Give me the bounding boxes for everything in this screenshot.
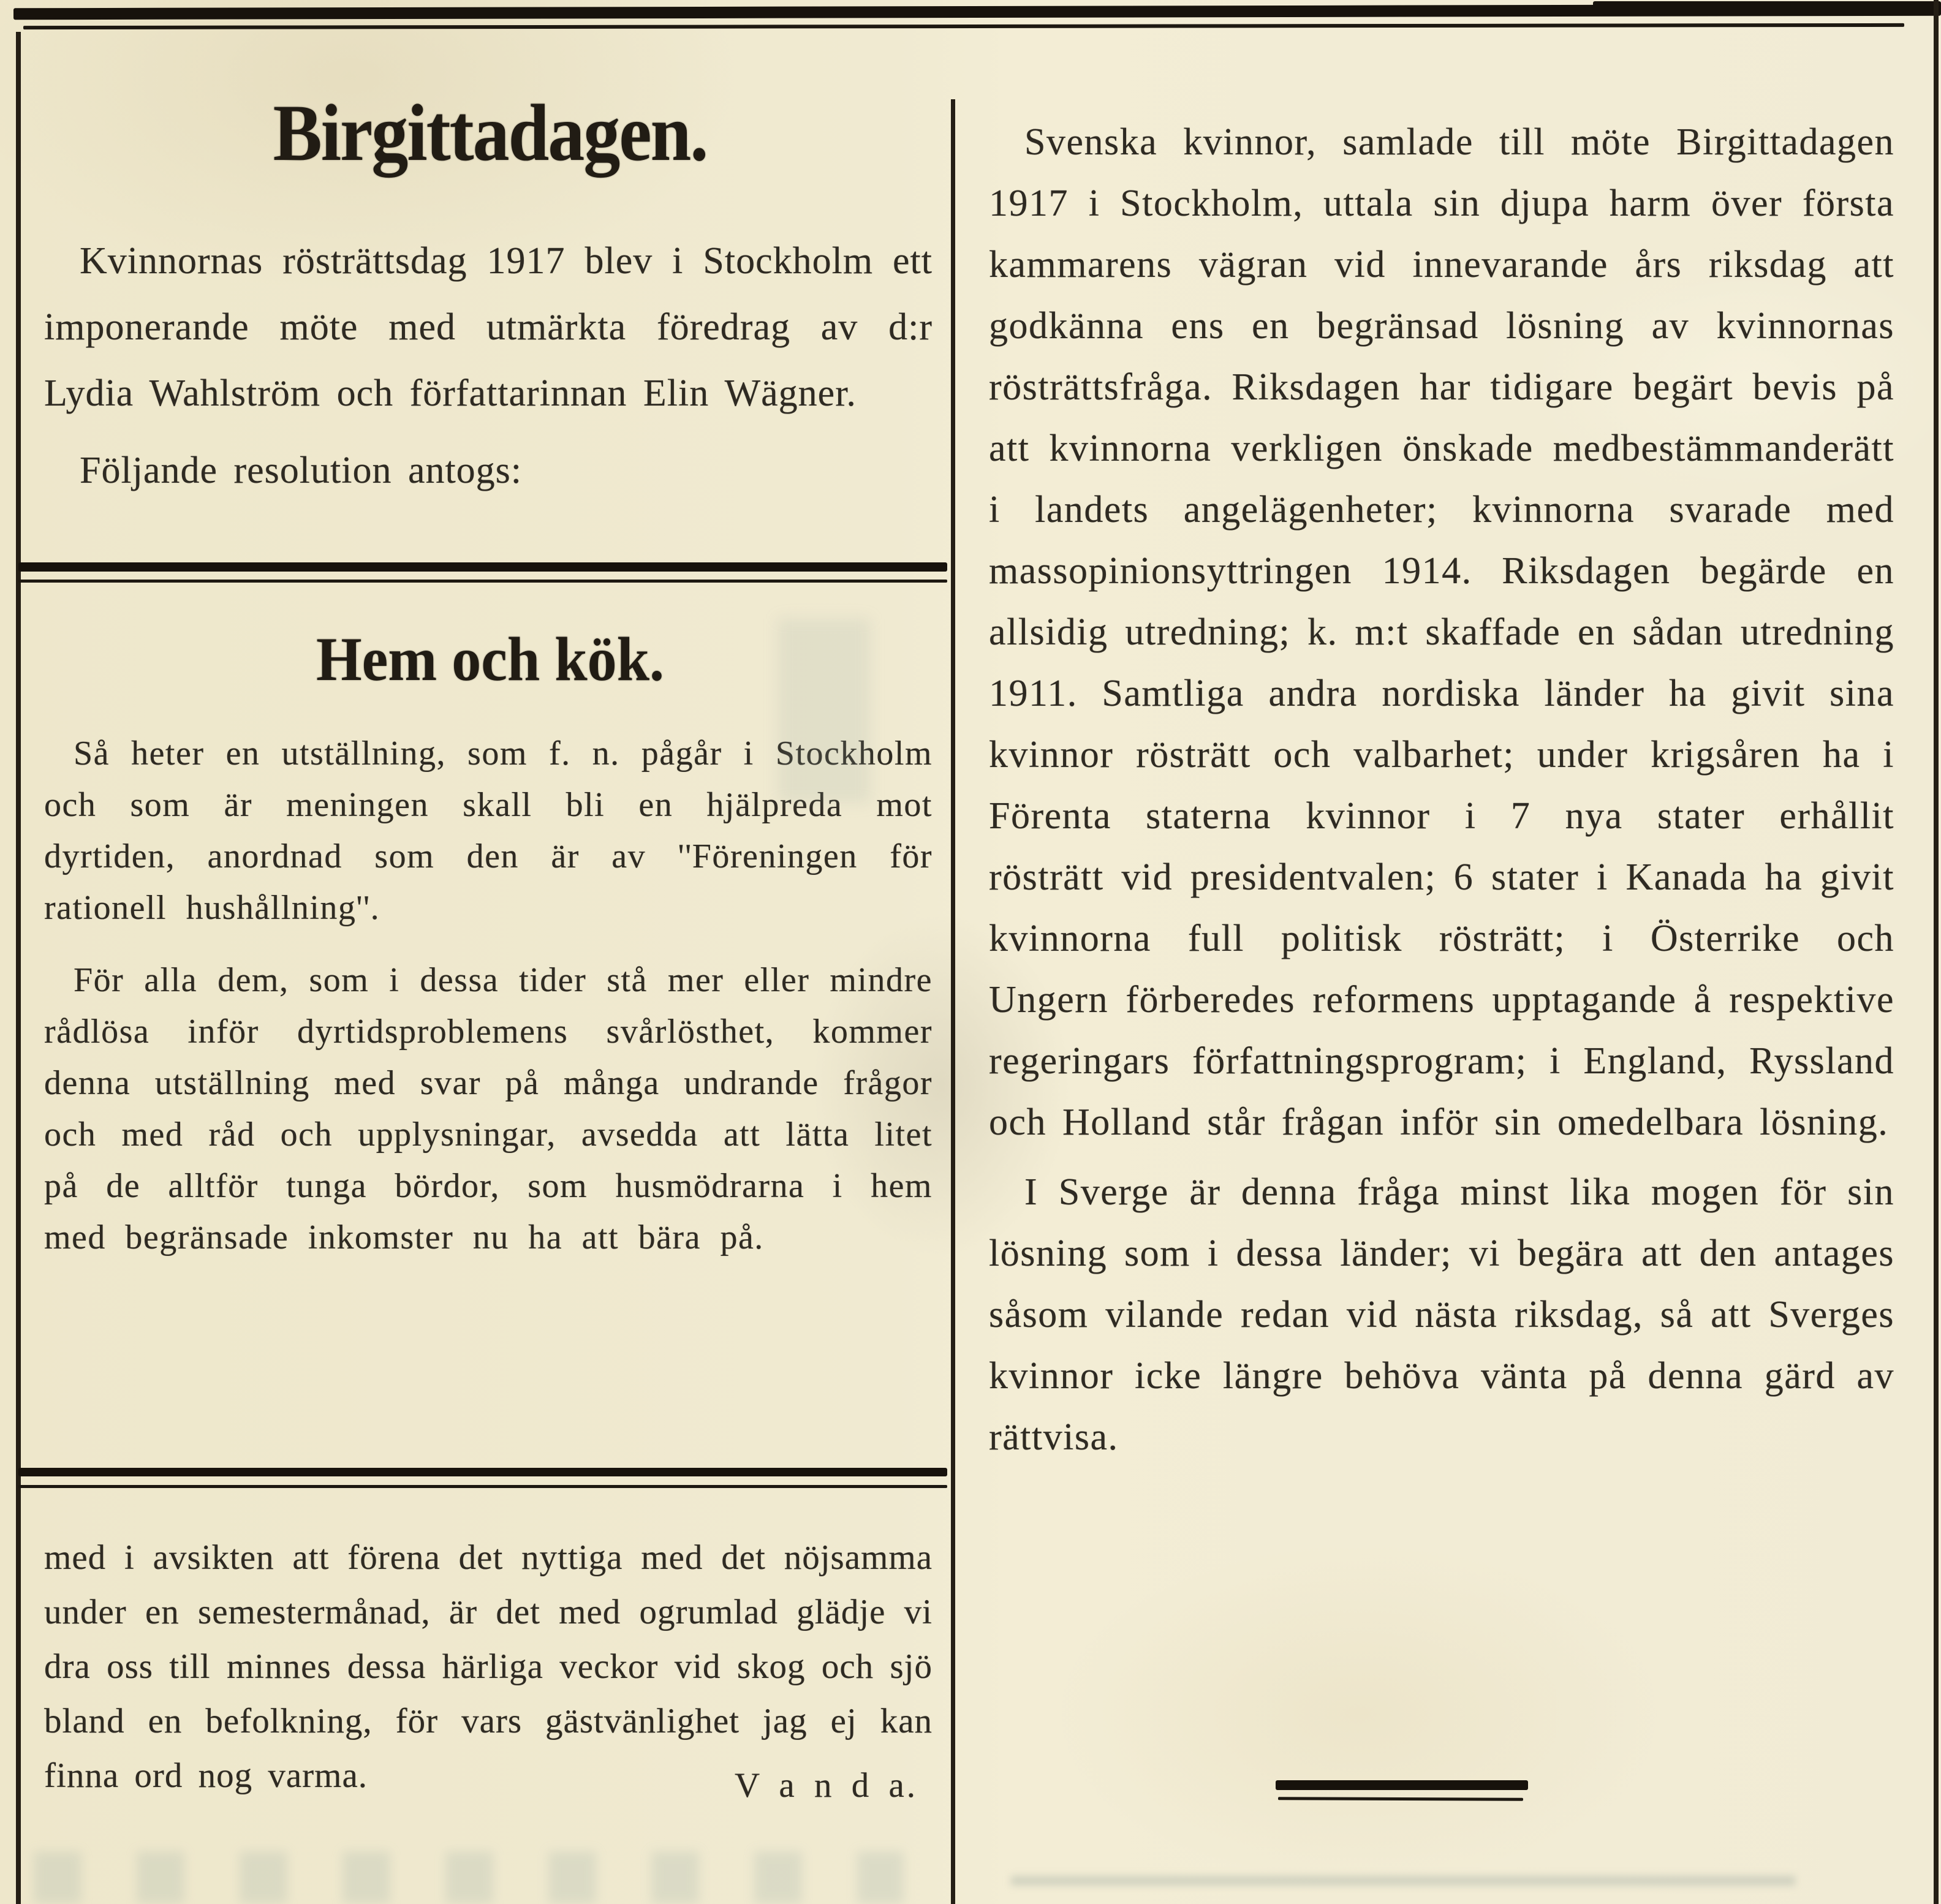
article-paragraph: Svenska kvinnor, samlade till möte Birgittadagen 1917 i Stockholm, uttala sin djupa harm över första kammarens vägran vid innevarande års riksdag att godkänna ens en begränsad lösning av kvinnornas rösträttsfråga. Riksdagen har tidigare begärt bevis på att kvinnorna verkligen önskade medbestämmanderätt i landets angelägenheter; kvinnorna svarade med massopinionsyttringen 1914. Riksdagen begärde en allsidig utredning; k. m:t skaffade en sådan utredning 1911. Samtliga andra nordiska länder ha givit sina kvinnor rösträtt och valbarhet; under krigsåren ha i Förenta staterna kvinnor i 7 nya stater erhållit rösträtt vid presidentvalen; 6 stater i Kanada ha givit kvinnorna full politisk rösträtt; i Österrike och Ungern förberedes reformens upptagande å respektive regeringars författningsprogram; i England, Ryssland och Holland står frågan inför sin omedelbara lösning.	[989, 121, 1894, 1143]
resolution-body	[989, 111, 1894, 1476]
article-paragraph: Kvinnornas rösträttsdag 1917 blev i Stockholm ett imponerande möte med utmärkta föredrag av d:r Lydia Wahlström och författarinnan Elin Wägner.	[44, 240, 933, 414]
section-divider-thin	[18, 580, 947, 583]
article-title-birgittadagen: Birgittadagen.	[273, 88, 708, 178]
article-paragraph: Så heter en utställning, som f. n. pågår i Stockholm och som är meningen skall bli en hjälpreda mot dyrtiden, anordnad som den är av ''Föreningen för rationell hushållning''.	[44, 735, 933, 927]
article-hem-och-kok-body	[44, 728, 933, 1284]
top-rule-thick-right-segment	[1593, 1, 1941, 10]
bleedthrough-ghost	[1011, 1876, 1795, 1886]
top-rule-thin	[23, 23, 1904, 29]
section-divider-thick	[18, 562, 947, 572]
column-divider-line	[951, 99, 955, 1904]
article-end-rule-thick	[1276, 1780, 1528, 1790]
section-divider-thick	[18, 1468, 947, 1476]
article-paragraph: Följande resolution antogs:	[80, 450, 523, 491]
signature: V a n d a.	[735, 1766, 918, 1805]
article-paragraph: För alla dem, som i dessa tider stå mer eller mindre rådlösa inför dyrtidsproblemens svårlösthet, kommer denna utställning med svar på många undrande frågor och med råd och upplysningar, avsedda att lätta litet på de alltför tunga bördor, som husmödrarna i hem med begränsade inkomster nu ha att bära på.	[44, 961, 933, 1256]
bleedthrough-ghost	[34, 1851, 904, 1904]
article-birgittadagen-body	[44, 228, 933, 515]
article-paragraph: med i avsikten att förena det nyttiga med det nöjsamma under en semestermånad, är det med ogrumlad glädje vi dra oss till minnes dessa härliga veckor vid skog och sjö bland en befolkning, för vars gästvänlighet jag ej kan finna ord nog varma.	[44, 1538, 933, 1795]
article-paragraph: I Sverge är denna fråga minst lika mogen för sin lösning som i dessa länder; vi begära att den antages såsom vilande redan vid nästa riksdag, så att Sverges kvinnor icke längre behöva vänta på denna gärd av rättvisa.	[989, 1171, 1894, 1458]
article-end-rule-thin	[1278, 1797, 1523, 1800]
section-divider-thin	[18, 1485, 947, 1488]
article-continuation-body	[44, 1530, 933, 1814]
right-border-line	[1934, 0, 1939, 1904]
article-title-hem-och-kok: Hem och kök.	[316, 624, 665, 694]
left-border-line	[16, 32, 21, 1904]
